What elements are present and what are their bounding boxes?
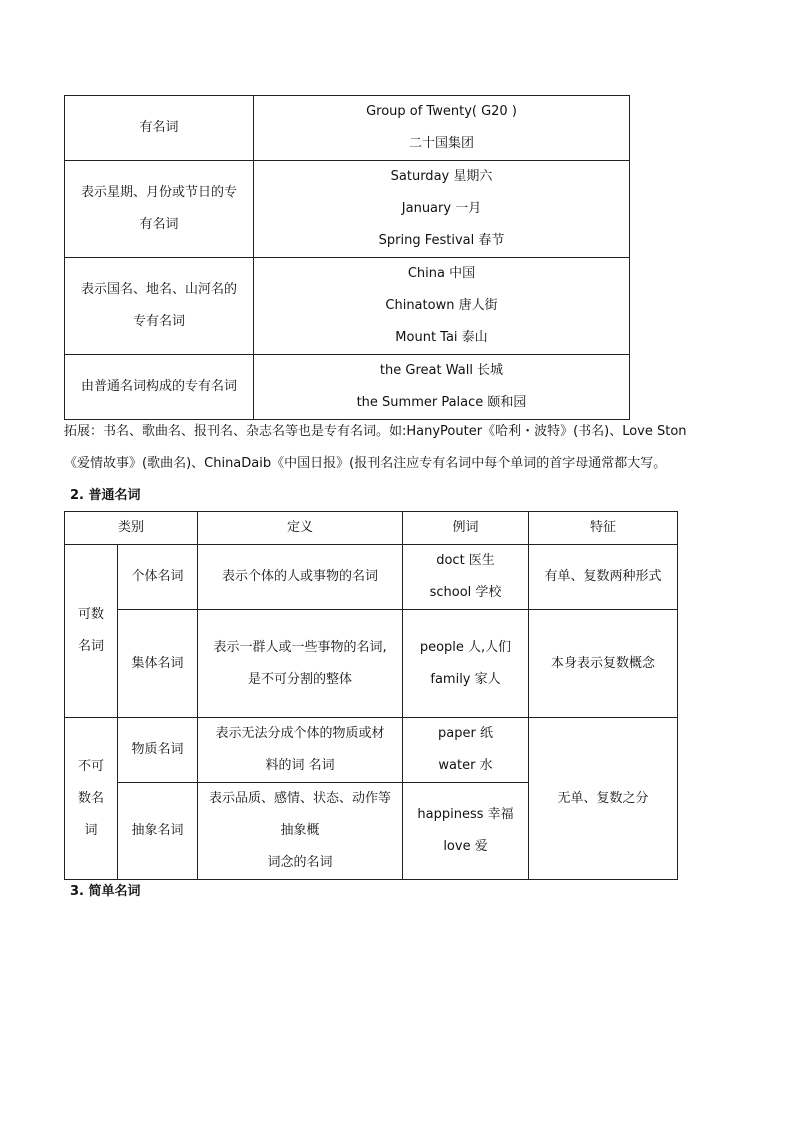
table-row <box>65 96 630 161</box>
feature-cell: 本身表示复数概念 <box>529 610 678 718</box>
definition-cell: 表示一群人或一些事物的名词, 是不可分割的整体 <box>198 610 403 718</box>
example-cell: happiness 幸福 love 爱 <box>403 783 529 880</box>
feature-cell: 无单、复数之分 <box>529 718 678 880</box>
extension-line-1: 拓展：书名、歌曲名、报刊名、杂志名等也是专有名词。如:HanyPouter《哈利・波特》(书名)、Love Ston <box>64 424 687 439</box>
header-examples: 例词 <box>403 512 529 545</box>
table-row <box>65 545 678 610</box>
type-collective: 集体名词 <box>118 610 198 718</box>
type-abstract: 抽象名词 <box>118 783 198 880</box>
example-cell: Saturday 星期六 January 一月 Spring Festival 春节 <box>254 161 630 258</box>
category-cell: 表示国名、地名、山河名的 专有名词 <box>65 258 254 355</box>
category-cell: 有名词 <box>65 96 254 161</box>
header-category: 类别 <box>65 512 198 545</box>
header-features: 特征 <box>529 512 678 545</box>
type-material: 物质名词 <box>118 718 198 783</box>
example-cell: the Great Wall 长城 the Summer Palace 颐和园 <box>254 355 630 420</box>
category-cell: 表示星期、月份或节日的专 有名词 <box>65 161 254 258</box>
feature-cell: 有单、复数两种形式 <box>529 545 678 610</box>
group-uncountable: 不可 数名 词 <box>65 718 118 880</box>
example-cell: doct 医生 school 学校 <box>403 545 529 610</box>
group-countable: 可数 名词 <box>65 545 118 718</box>
header-definition: 定义 <box>198 512 403 545</box>
section-heading-common-nouns: 2. 普通名词 <box>70 488 141 503</box>
table-row <box>65 258 630 355</box>
section-heading-simple-nouns: 3. 简单名词 <box>70 884 141 899</box>
definition-cell: 表示无法分成个体的物质或材 料的词 名词 <box>198 718 403 783</box>
extension-note <box>64 416 764 480</box>
table-row <box>65 161 630 258</box>
extension-line-2: 《爱情故事》(歌曲名)、ChinaDaib《中国日报》(报刊名注应专有名词中每个单词的首字母通常都大写。 <box>64 456 667 471</box>
table-header-row <box>65 512 678 545</box>
example-cell: Group of Twenty( G20 ) 二十国集团 <box>254 96 630 161</box>
definition-cell: 表示品质、感情、状态、动作等 抽象概 词念的名词 <box>198 783 403 880</box>
proper-noun-table <box>64 95 630 420</box>
common-noun-table <box>64 511 678 880</box>
table-row <box>65 718 678 783</box>
definition-cell: 表示个体的人或事物的名词 <box>198 545 403 610</box>
type-individual: 个体名词 <box>118 545 198 610</box>
example-cell: paper 纸 water 水 <box>403 718 529 783</box>
category-cell: 由普通名词构成的专有名词 <box>65 355 254 420</box>
example-cell: people 人,人们 family 家人 <box>403 610 529 718</box>
table-row <box>65 610 678 718</box>
example-cell: China 中国 Chinatown 唐人街 Mount Tai 泰山 <box>254 258 630 355</box>
table-row <box>65 355 630 420</box>
